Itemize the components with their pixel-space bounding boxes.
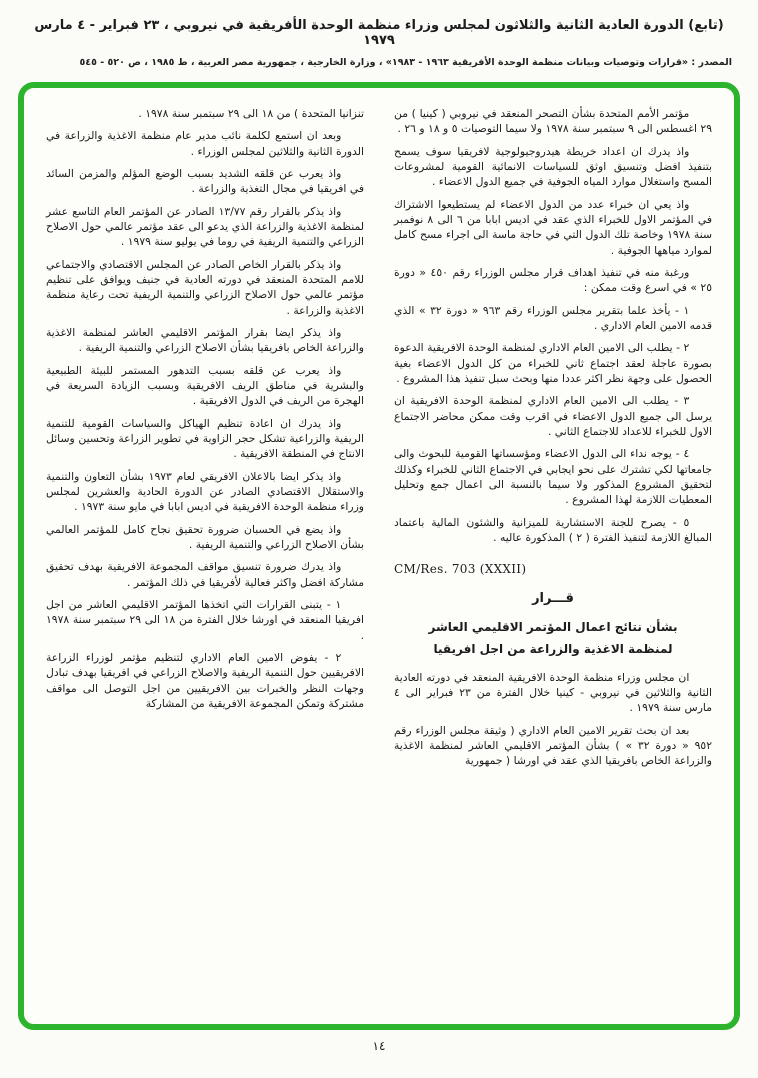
doc-paragraph: مؤتمر الأمم المتحدة بشأن التصحر المنعقد في نيروبي ( كينيا ) من ٢٩ اغسطس الى ٩ سبتمبر سنة ١٩٧٨ ولا سيما التوصيات ٥ و ١٨ و ٢٦ . (394, 107, 712, 136)
page-footer (18, 1039, 740, 1053)
doc-numbered-item: ٥ - يصرح للجنة الاستشارية للميزانية والشئون المالية باعتماد المبالغ اللازمة لتنفيذ الفترة ( ٢ ) المذكورة عاليه . (394, 515, 712, 544)
doc-numbered-item: ١ - يأخذ علما بتقرير مجلس الوزراء رقم ٩٦٣ « دورة ٣٢ » الذي قدمه الامين العام الاداري . (394, 303, 712, 332)
doc-numbered-item: ٣ - يطلب الى الامين العام الاداري لمنظمة الوحدة الافريقية ان يرسل الى جميع الدول الاعضاء في اقرب وقت ممكن محاضر الاجتماع الاول للخبراء للاعداد للاجتماع الثاني . (394, 394, 712, 438)
resolution-title: قـــرار (532, 591, 574, 607)
doc-paragraph: واذ يدرك ضرورة تنسيق مواقف المجموعة الافريقية بهدف تحقيق مشاركة افضل واكثر فعالية لأفريقيا في ذلك المؤتمر . (46, 560, 364, 589)
doc-paragraph: واذ يذكر بالقرار الخاص الصادر عن المجلس الاقتصادي والاجتماعي للامم المتحدة المنعقد في دورته العادية في جنيف ويوافق على تنظيم مؤتمر عالمي حول الاصلاح الزراعي والتنمية الريفية تحت رعاية منظمة الاغذية والزراعة . (46, 257, 364, 317)
header-session-title: (تابع) الدورة العادية الثانية والثلاثون لمجلس وزراء منظمة الوحدة الأفريقية في نيروبي ، ٢٣ فبراير - ٤ مارس ١٩٧٩ (34, 18, 724, 48)
doc-paragraph: واذ يعرب عن قلقه الشديد بسبب الوضع المؤلم والمزمن السائد في افريقيا في مجال التغذية والزراعة . (46, 166, 364, 196)
content-frame (18, 82, 740, 1030)
doc-paragraph: واذ يذكر ايضا بالاعلان الافريقي لعام ١٩٧٣ بشأن التعاون والتنمية والاستقلال الاقتصادي الصادر عن الدورة الحادية والعشرين لمجلس وزراء منظمة الوحدة الافريقية في اديس ابابا في مايو سنة ١٩٧٣ . (46, 469, 364, 514)
doc-paragraph: بعد ان بحث تقرير الامين العام الاداري ( وثيقة مجلس الوزراء رقم ٩٥٢ « دورة ٣٢ » ) بشأن المؤتمر الاقليمي العاشر لمنظمة الاغذية والزراعة الخاص بافريقيا الذي عقد في اورشا ( جمهورية (394, 723, 712, 768)
doc-numbered-item: ١ - يتبنى القرارات التي اتخذها المؤتمر الاقليمي العاشر من اجل افريقيا المنعقد في اورشا خلال الفترة من ١٨ الى ٢٩ سبتمبر سنة ١٩٧٨ . (46, 597, 364, 642)
two-column-layout (46, 106, 712, 1010)
resolution-subtitle-line2: لمنظمة الاغذية والزراعة من اجل افريقيا (433, 641, 673, 656)
doc-paragraph: واذ يعرب عن قلقه بسبب التدهور المستمر للبيئة الطبيعية والبشرية في مناطق الريف الافريقية وبسبب الزيادة السريعة في الهجرة من الريف في الدول الافريقية . (46, 363, 364, 408)
doc-numbered-item: ٤ - يوجه نداء الى الدول الاعضاء ومؤسساتها القومية للبحوث والى جامعاتها لكي تشترك على نحو ايجابي في الاجتماع الثاني للخبراء وكذلك لتحقيق المشروع المذكور ولا سيما بالنسبة الى اعمال جمع وتحليل المعطيات اللازمة لهذا المشروع . (394, 447, 712, 507)
doc-numbered-item: ٢ - يفوض الامين العام الاداري لتنظيم مؤتمر لوزراء الزراعة الافريقيين حول التنمية الريفية والاصلاح الزراعي في افريقيا بهدف تبادل وجهات النظر والخبرات بين الافريقيين من اجل التوصل الى مواقف مشتركة وتمكن المجموعة الافريقية من المشاركة (46, 650, 364, 710)
doc-paragraph: تنزانيا المتحدة ) من ١٨ الى ٢٩ سبتمبر سنة ١٩٧٨ . (138, 107, 364, 120)
doc-paragraph: واذ يعي ان خبراء عدد من الدول الاعضاء لم يستطيعوا الاشتراك في المؤتمر الاول للخبراء الذي عقد في اديس ابابا من ٦ الى ٨ نوفمبر سنة ١٩٧٨ وخاصة تلك الدول التي في حاجة ماسة الى اجراء مسح كامل لموارد مياهها الجوفية . (394, 197, 712, 257)
left-column (46, 106, 364, 1010)
document-header (18, 16, 740, 76)
doc-paragraph: ان مجلس وزراء منظمة الوحدة الافريقية المنعقد في دورته العادية الثانية والثلاثين في نيروبي - كينيا خلال الفترة من ٢٣ فبراير الى ٤ مارس سنة ١٩٧٩ . (394, 670, 712, 715)
doc-numbered-item: ٢ - يطلب الى الامين العام الاداري لمنظمة الوحدة الافريقية الدعوة بصورة عاجلة لعقد اجتماع ثاني للخبراء من كل الدول الاعضاء بغية الحصول على وجهة نظر اكثر عددا منها وبحث سبل تنفيذ هذا المشروع . (394, 341, 712, 385)
doc-paragraph: ورغبة منه في تنفيذ اهداف قرار مجلس الوزراء رقم ٤٥٠ « دورة ٢٥ » في اسرع وقت ممكن : (394, 265, 712, 295)
doc-paragraph: واذ يدرك ان اعداد خريطة هيدروجيولوجية لافريقيا سوف يسمح بتنفيذ افضل وتنسيق اوثق للسياسات الانمائية القومية لمشروعات المسح واستغلال موارد المياه الجوفية في جميع الدول الاعضاء . (394, 144, 712, 189)
header-source-line: المصدر : «قرارات وتوصيات وبيانات منظمة الوحدة الأفريقية ١٩٦٣ - ١٩٨٣» ، وزارة الخارجية ، جمهورية مصر العربية ، ط ١٩٨٥ ، ص ٥٢٠ - ٥٤٥ (79, 57, 732, 68)
resolution-subtitle-line1: بشأن نتائج اعمال المؤتمر الاقليمي العاشر (428, 619, 678, 634)
doc-paragraph: واذ يذكر ايضا بقرار المؤتمر الاقليمي العاشر لمنظمة الاغذية والزراعة الخاص بافريقيا بشأن الاصلاح الزراعي والتنمية الريفية . (46, 325, 364, 355)
doc-paragraph: واذ يذكر بالقرار رقم ١٣/٧٧ الصادر عن المؤتمر العام التاسع عشر لمنظمة الاغذية والزراعة الذي يدعو الى عقد مؤتمر عالمي حول الاصلاح الزراعي والتنمية الريفية في روما في يوليو سنة ١٩٧٩ . (46, 204, 364, 249)
resolution-ref: CM/Res. 703 (XXXII) (394, 562, 527, 577)
page-number: ١٤ (372, 1039, 386, 1053)
doc-paragraph: واذ يدرك ان اعادة تنظيم الهياكل والسياسات القومية للتنمية الريفية والزراعية تشكل حجر الزاوية في تطوير الزراعة وتحسين وسائل الانتاج في المنطقة الافريقية . (46, 416, 364, 461)
right-column (394, 106, 712, 1010)
doc-paragraph: وبعد ان استمع لكلمة نائب مدير عام منظمة الاغذية والزراعة في الدورة الثانية والثلاثين لمجلس الوزراء . (46, 129, 364, 158)
doc-paragraph: واذ يضع في الحسبان ضرورة تحقيق نجاح كامل للمؤتمر العالمي بشأن الاصلاح الزراعي والتنمية الريفية . (46, 522, 364, 551)
